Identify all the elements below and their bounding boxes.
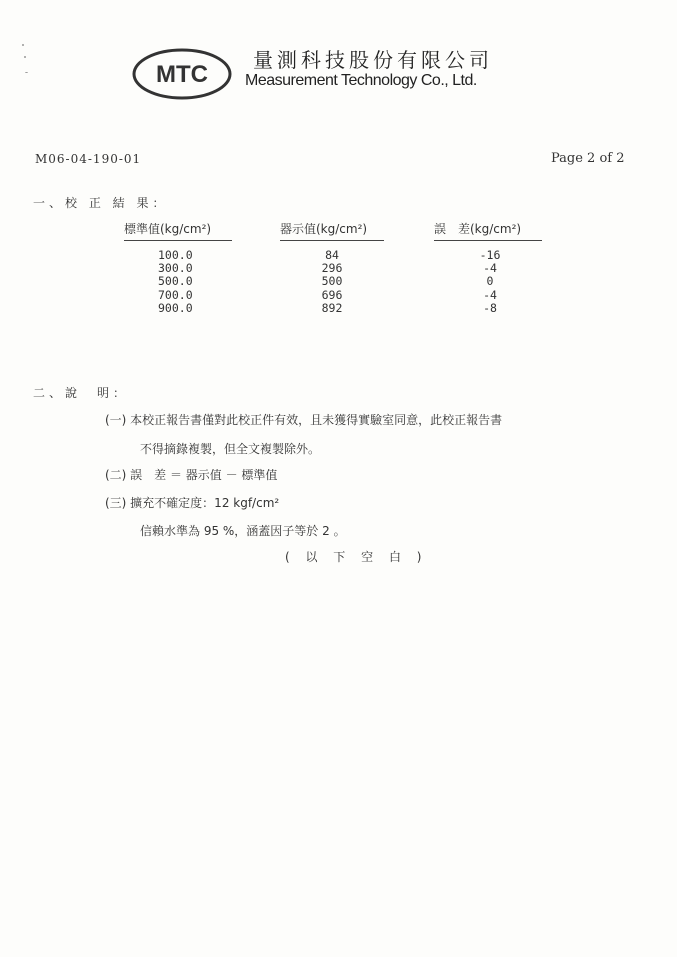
- logo-text: MTC: [156, 61, 208, 88]
- table-cell: -8: [483, 300, 497, 315]
- table-cell: 296: [321, 261, 343, 276]
- table-cell: 100.0: [158, 248, 193, 262]
- column-indicated-values: [300, 249, 364, 315]
- table-cell: 0: [486, 274, 494, 289]
- end-of-content-mark: ( 以 下 空 白 ): [285, 550, 428, 564]
- company-name-chinese: 量測科技股份有限公司: [253, 48, 493, 72]
- scan-speck: [22, 44, 24, 46]
- table-cell: 84: [325, 248, 339, 262]
- page-number: Page 2 of 2: [551, 151, 625, 166]
- note-error-formula: (二) 誤 差 ＝ 器示值 － 標準值: [105, 468, 278, 482]
- document-number: M06-04-190-01: [35, 152, 142, 166]
- note-uncertainty: (三) 擴充不確定度：12 kgf/cm²: [105, 496, 280, 510]
- column-error-values: [460, 249, 520, 315]
- logo-oval-icon: [132, 48, 232, 100]
- table-cell: 500: [321, 274, 343, 289]
- column-header-standard: 標準值(kg/cm²): [124, 220, 232, 241]
- table-cell: -4: [483, 287, 497, 302]
- section-results-title: 一、校 正 結 果：: [33, 196, 169, 210]
- company-name-english: Measurement Technology Co., Ltd.: [245, 72, 477, 89]
- table-cell: 700.0: [158, 287, 193, 302]
- table-cell: 300.0: [158, 261, 193, 276]
- table-cell: 500.0: [158, 274, 193, 289]
- table-cell: 892: [321, 300, 343, 315]
- note-validity: (一) 本校正報告書僅對此校正件有效，且未獲得實驗室同意，此校正報告書: [105, 413, 503, 427]
- column-header-error: 誤 差(kg/cm²): [434, 220, 542, 241]
- column-standard-values: [158, 249, 218, 315]
- table-cell: 900.0: [158, 300, 193, 315]
- table-cell: 696: [321, 287, 343, 302]
- note-confidence-level: 信賴水準為 95 %，涵蓋因子等於 2 。: [140, 524, 346, 538]
- scan-speck: [25, 72, 28, 73]
- column-header-indicated: 器示值(kg/cm²): [280, 220, 384, 241]
- table-cell: -16: [479, 248, 501, 262]
- scan-speck: [24, 56, 26, 58]
- mtc-logo: [132, 48, 232, 100]
- table-cell: -4: [483, 261, 497, 276]
- note-validity-continued: 不得摘錄複製，但全文複製除外。: [140, 442, 321, 456]
- section-notes-title: 二、說 明：: [33, 386, 130, 400]
